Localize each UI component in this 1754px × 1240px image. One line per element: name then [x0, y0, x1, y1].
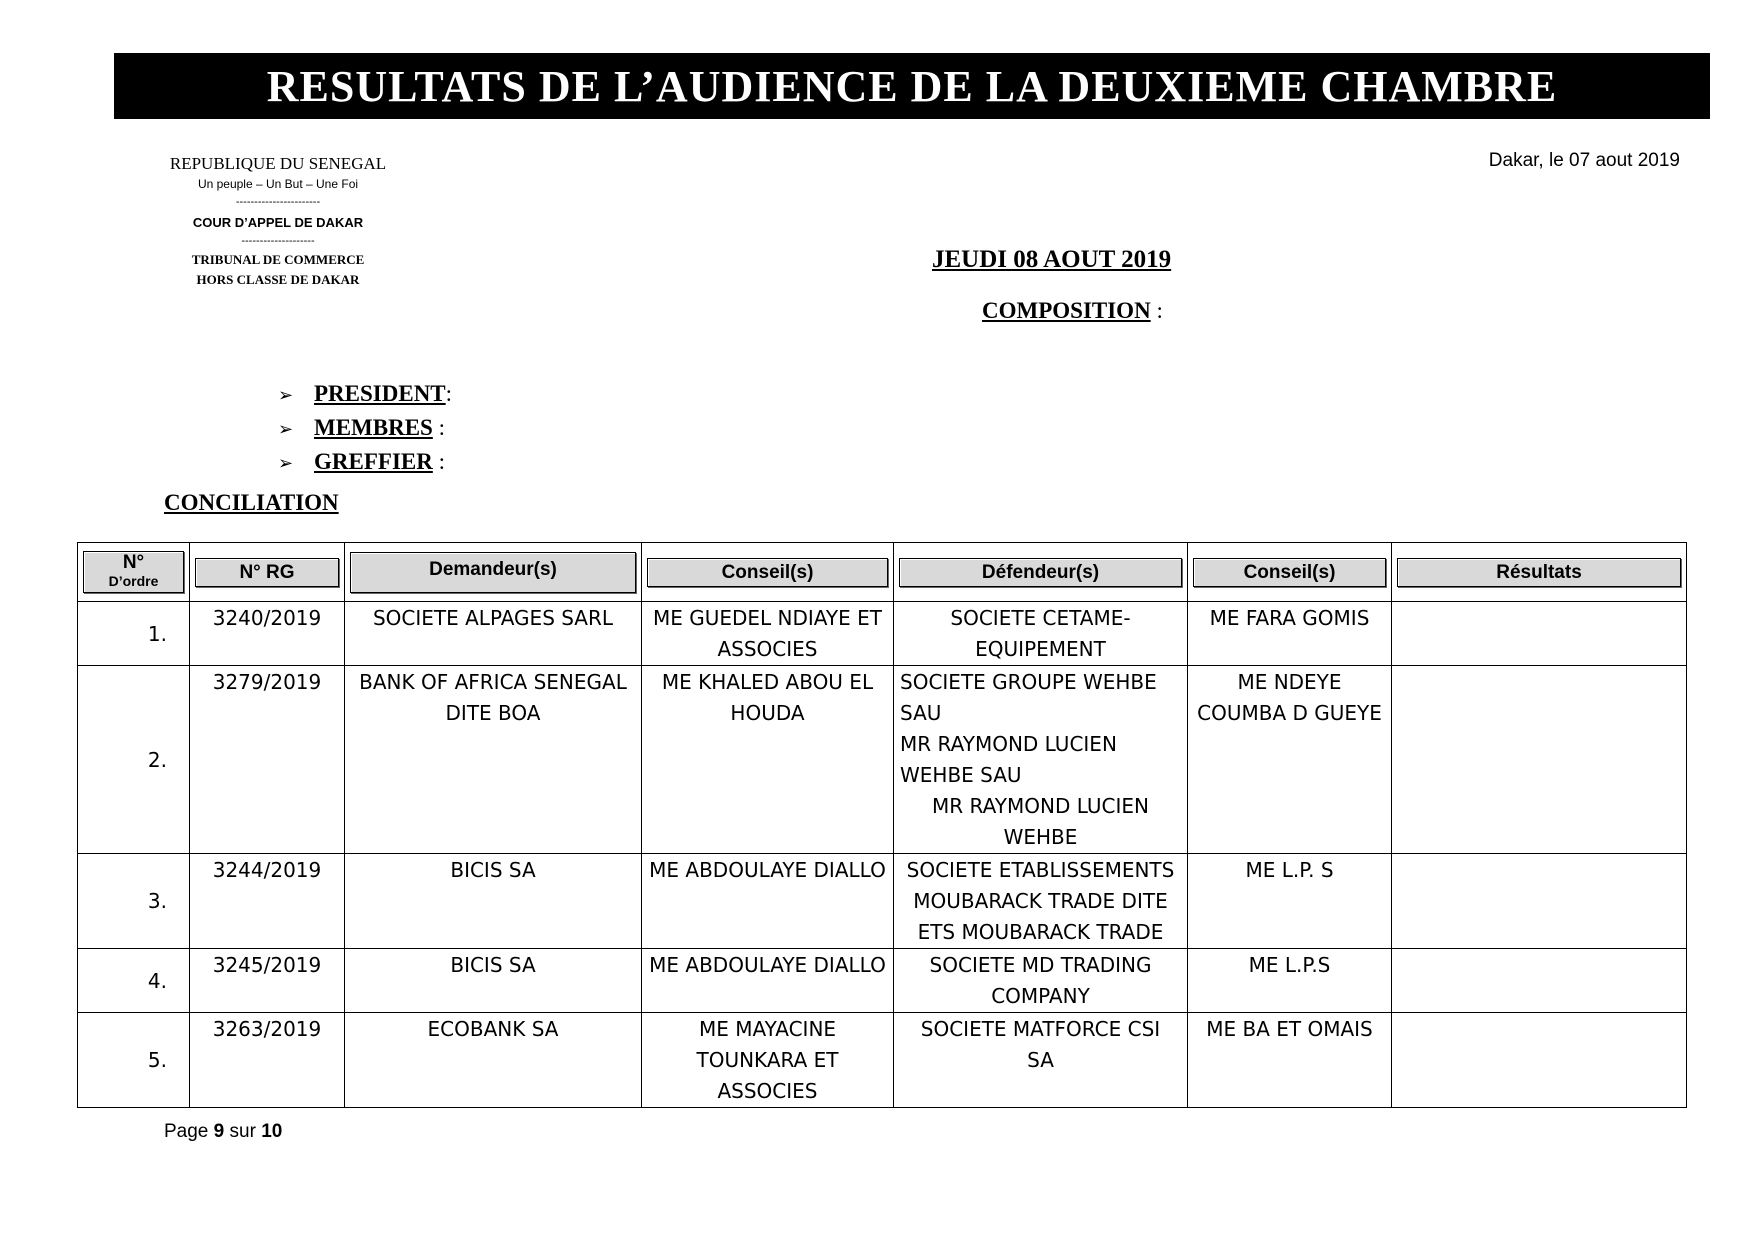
defendeur-line: SOCIETE MD TRADING [929, 953, 1152, 977]
defendeur-line: ETS MOUBARACK TRADE [917, 920, 1164, 944]
role-president [278, 378, 452, 412]
separator-line: -------------------- [241, 235, 315, 247]
court-name: COUR D’APPEL DE DAKAR [192, 215, 364, 230]
demandeur-cell: ECOBANK SA [345, 1013, 642, 1108]
table-row [78, 854, 1687, 949]
defendeur-cell [894, 666, 1188, 854]
demandeur-cell: BICIS SA [345, 854, 642, 949]
role-label: GREFFIER [314, 449, 433, 474]
composition-label: COMPOSITION [982, 298, 1151, 323]
header-order-bottom: D’ordre [108, 573, 159, 589]
tribunal-name-line2: HORS CLASSE DE DAKAR [196, 272, 360, 287]
results-table [77, 542, 1687, 1108]
resultats-cell [1392, 949, 1687, 1013]
defendeur-line: SAU [900, 701, 942, 725]
conseil-cell: ME FARA GOMIS [1188, 602, 1392, 666]
conseil-cell: ME BA ET OMAIS [1188, 1013, 1392, 1108]
footer-prefix: Page [164, 1121, 214, 1142]
rg-number: 3245/2019 [190, 949, 345, 1013]
defendeur-cell [894, 602, 1188, 666]
separator-line: ----------------------- [235, 196, 321, 208]
page-footer [164, 1121, 282, 1143]
hearing-day-title: JEUDI 08 AOUT 2019 [932, 246, 1172, 273]
defendeur-line: MOUBARACK TRADE DITE [913, 889, 1168, 913]
rg-number: 3244/2019 [190, 854, 345, 949]
order-number: 1. [78, 602, 190, 666]
rg-number: 3263/2019 [190, 1013, 345, 1108]
header-order-top: N° [122, 552, 145, 573]
page-title: RESULTATS DE L’AUDIENCE DE LA DEUXIEME CHAMBRE [266, 61, 1558, 111]
demandeur-cell: SOCIETE ALPAGES SARL [345, 602, 642, 666]
defendeur-line: EQUIPEMENT [975, 637, 1106, 661]
current-page-number: 9 [213, 1121, 225, 1142]
document-date: Dakar, le 07 aout 2019 [1488, 150, 1680, 171]
column-header-resultats: Résultats [1392, 543, 1687, 602]
order-number: 5. [78, 1013, 190, 1108]
defendeur-line: WEHBE [1003, 825, 1078, 849]
defendeur-cell [894, 949, 1188, 1013]
footer-middle: sur [224, 1121, 262, 1142]
column-header-conseil: Conseil(s) [1188, 543, 1392, 602]
role-membres [278, 412, 452, 446]
table-header-row [78, 543, 1687, 602]
conseil-cell: ME ABDOULAYE DIALLO [642, 949, 894, 1013]
republic-name: REPUBLIQUE DU SENEGAL [169, 154, 387, 173]
conseil-cell: ME MAYACINE TOUNKARA ET ASSOCIES [642, 1013, 894, 1108]
column-header-defendeur: Défendeur(s) [894, 543, 1188, 602]
defendeur-line: SOCIETE ETABLISSEMENTS [906, 858, 1175, 882]
conseil-cell: ME L.P. S [1188, 854, 1392, 949]
conseil-cell: ME NDEYE COUMBA D GUEYE [1188, 666, 1392, 854]
table-row [78, 949, 1687, 1013]
resultats-cell [1392, 666, 1687, 854]
role-greffier [278, 446, 452, 480]
column-header-demandeur: Demandeur(s) [345, 543, 642, 602]
table-row [78, 666, 1687, 854]
column-header-conseil: Conseil(s) [642, 543, 894, 602]
defendeur-line: SOCIETE MATFORCE CSI [920, 1017, 1161, 1041]
role-suffix: : [432, 415, 445, 440]
order-number: 4. [78, 949, 190, 1013]
conseil-cell: ME KHALED ABOU EL HOUDA [642, 666, 894, 854]
role-suffix: : [432, 449, 445, 474]
conseil-cell: ME GUEDEL NDIAYE ET ASSOCIES [642, 602, 894, 666]
composition-heading [982, 298, 1163, 324]
total-pages-number: 10 [261, 1121, 283, 1142]
conseil-cell: ME ABDOULAYE DIALLO [642, 854, 894, 949]
resultats-cell [1392, 602, 1687, 666]
composition-colon: : [1150, 298, 1163, 323]
resultats-cell [1392, 1013, 1687, 1108]
institution-header [150, 154, 406, 290]
defendeur-line: COMPANY [991, 984, 1090, 1008]
defendeur-line: MR RAYMOND LUCIEN [900, 732, 1117, 756]
order-number: 2. [78, 666, 190, 854]
defendeur-line: MR RAYMOND LUCIEN [932, 794, 1149, 818]
defendeur-line: SOCIETE CETAME- [950, 606, 1131, 630]
section-title: CONCILIATION [164, 490, 339, 515]
arrow-bullet-icon: ➢ [278, 385, 294, 406]
column-header-rg: N° RG [190, 543, 345, 602]
defendeur-line: WEHBE SAU [900, 763, 1022, 787]
rg-number: 3279/2019 [190, 666, 345, 854]
resultats-cell [1392, 854, 1687, 949]
defendeur-cell [894, 854, 1188, 949]
arrow-bullet-icon: ➢ [278, 453, 294, 474]
role-suffix: : [445, 381, 453, 406]
composition-roles [278, 378, 452, 480]
arrow-bullet-icon: ➢ [278, 419, 294, 440]
defendeur-line: SA [1027, 1048, 1054, 1072]
role-label: MEMBRES [314, 415, 433, 440]
defendeur-line: SOCIETE GROUPE WEHBE [900, 670, 1157, 694]
table-row [78, 1013, 1687, 1108]
table-row [78, 602, 1687, 666]
conseil-cell: ME L.P.S [1188, 949, 1392, 1013]
title-banner [114, 53, 1710, 119]
national-motto: Un peuple – Un But – Une Foi [197, 177, 359, 191]
demandeur-cell: BANK OF AFRICA SENEGAL DITE BOA [345, 666, 642, 854]
role-label: PRESIDENT [314, 381, 446, 406]
demandeur-cell: BICIS SA [345, 949, 642, 1013]
tribunal-name-line1: TRIBUNAL DE COMMERCE [191, 252, 365, 267]
column-header-order [78, 543, 190, 602]
rg-number: 3240/2019 [190, 602, 345, 666]
defendeur-cell [894, 1013, 1188, 1108]
order-number: 3. [78, 854, 190, 949]
